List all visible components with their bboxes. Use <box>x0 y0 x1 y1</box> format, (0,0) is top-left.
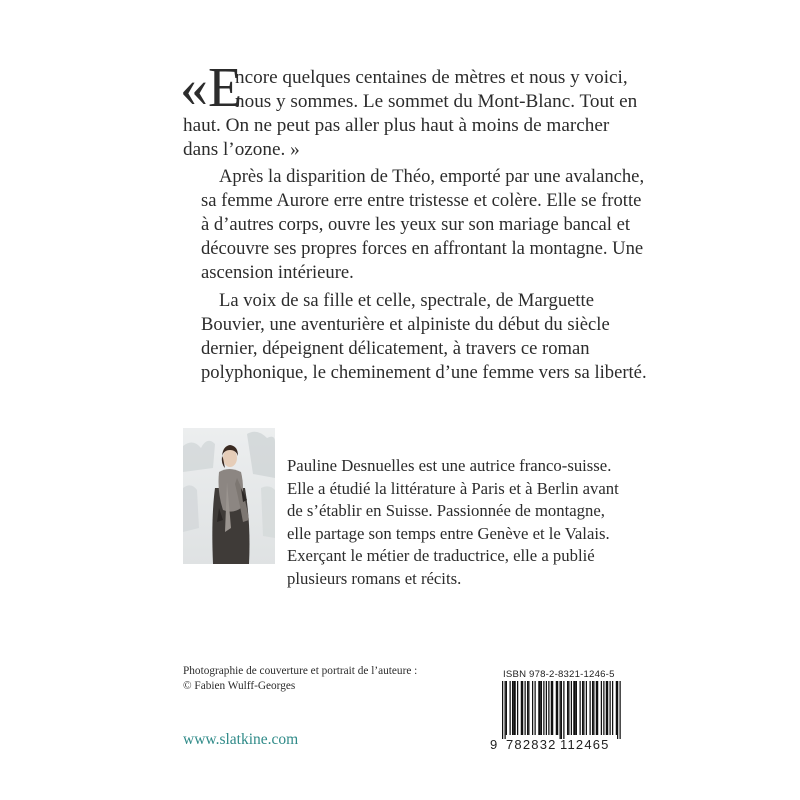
barcode-bar <box>576 681 577 735</box>
barcode-bar <box>506 681 507 735</box>
quote-line: haut. On ne peut pas aller plus haut à moins de marcher <box>183 115 610 136</box>
barcode-bar <box>535 681 536 735</box>
barcode-bar <box>527 681 528 735</box>
bio-line: elle partage son temps entre Genève et le Valais. <box>287 523 610 543</box>
barcode-bar <box>528 681 529 735</box>
barcode-bar <box>596 681 597 735</box>
barcode-bar <box>593 681 594 735</box>
summary-paragraph <box>183 289 647 385</box>
barcode-bar <box>580 681 581 735</box>
summary-paragraph <box>183 165 645 285</box>
barcode-bar <box>543 681 544 735</box>
isbn-barcode-block <box>490 669 622 769</box>
barcode-bar <box>592 681 593 735</box>
barcode-bar <box>597 681 598 735</box>
barcode-bar <box>541 681 542 735</box>
barcode-bar <box>561 681 562 739</box>
photo-credits <box>183 664 463 694</box>
ean-right-group: 112465 <box>560 737 610 752</box>
barcode-bar <box>571 681 572 735</box>
barcode-bar <box>616 681 617 735</box>
ean-left-group: 782832 <box>506 737 557 752</box>
barcode-bar <box>551 681 552 735</box>
barcode-bar <box>557 681 558 735</box>
barcode-bar <box>610 681 611 735</box>
quote-line: nous y sommes. Le sommet du Mont-Blanc. Tout en <box>235 91 638 112</box>
barcode-bar <box>560 681 561 739</box>
barcode-bar <box>573 681 574 735</box>
barcode-bar <box>502 681 503 739</box>
barcode-bar <box>567 681 568 735</box>
barcode-image <box>490 681 622 739</box>
bio-line: Elle a étudié la littérature à Paris et à Berlin avant <box>287 478 619 498</box>
summary-line: découvre ses propres forces en affrontant la montagne. Une <box>201 238 644 259</box>
barcode-bar <box>568 681 569 735</box>
barcode-bar <box>521 681 522 735</box>
barcode-bar <box>538 681 539 735</box>
barcode-bar <box>563 681 564 739</box>
summary-line: sa femme Aurore erre entre tristesse et colère. Elle se frotte <box>201 190 642 211</box>
book-summary <box>183 165 647 385</box>
opening-quote <box>180 57 638 162</box>
summary-line: polyphonique, le cheminement d’une femme vers sa liberté. <box>201 362 647 383</box>
barcode-bar <box>607 681 608 735</box>
bio-line: plusieurs romans et récits. <box>287 568 462 588</box>
credit-line: © Fabien Wulff-Georges <box>183 680 296 692</box>
credit-line: Photographie de couverture et portrait de l’auteure : <box>183 665 418 677</box>
summary-line: ascension intérieure. <box>201 262 354 283</box>
barcode-bar <box>552 681 553 735</box>
summary-line: Après la disparition de Théo, emporté par une avalanche, <box>219 166 645 187</box>
quote-line: ncore quelques centaines de mètres et nous y voici, <box>235 67 628 88</box>
ean-first-digit: 9 <box>490 737 499 752</box>
barcode-bar <box>603 681 604 735</box>
author-photo <box>183 428 275 564</box>
barcode-bar <box>515 681 516 735</box>
barcode-bar <box>505 681 506 739</box>
barcode-bar <box>606 681 607 735</box>
barcode-bar <box>601 681 602 735</box>
barcode-bar <box>517 681 518 735</box>
barcode-bar <box>512 681 513 735</box>
barcode-bar <box>532 681 533 735</box>
barcode-bar <box>513 681 514 735</box>
barcode-bar <box>525 681 526 735</box>
bio-line: Pauline Desnuelles est une autrice franco-suisse. <box>287 456 612 475</box>
barcode-bar <box>510 681 511 735</box>
barcode-bar <box>617 681 618 739</box>
author-portrait-image <box>183 428 275 564</box>
barcode-bar <box>540 681 541 735</box>
barcode-bar <box>612 681 613 735</box>
quote-dropcap: «E <box>180 57 243 119</box>
barcode-bar <box>620 681 621 739</box>
summary-line: à d’autres corps, ouvre les yeux sur son mariage bancal et <box>201 214 631 235</box>
barcode-bar <box>522 681 523 735</box>
isbn-label: ISBN 978-2-8321-1246-5 <box>503 669 615 680</box>
bio-line: Exerçant le métier de traductrice, elle a publié <box>287 546 595 565</box>
summary-line: Bouvier, une aventurière et alpiniste du début du siècle <box>201 314 610 335</box>
barcode-bar <box>556 681 557 735</box>
bio-line: de s’établir en Suisse. Passionnée de montagne, <box>287 501 605 520</box>
barcode-bar <box>582 681 583 735</box>
barcode-bar <box>590 681 591 735</box>
author-bio <box>287 455 619 590</box>
publisher-website-link[interactable]: www.slatkine.com <box>183 731 299 748</box>
barcode-bar <box>586 681 587 735</box>
quote-line: dans l’ozone. » <box>183 139 300 160</box>
summary-line: dernier, dépeignent délicatement, à travers ce roman <box>201 338 590 359</box>
barcode-bar <box>575 681 576 735</box>
barcode-bar <box>583 681 584 735</box>
barcode-bar <box>548 681 549 735</box>
summary-line: La voix de sa fille et celle, spectrale, de Marguette <box>219 290 594 311</box>
barcode-bar <box>546 681 547 735</box>
